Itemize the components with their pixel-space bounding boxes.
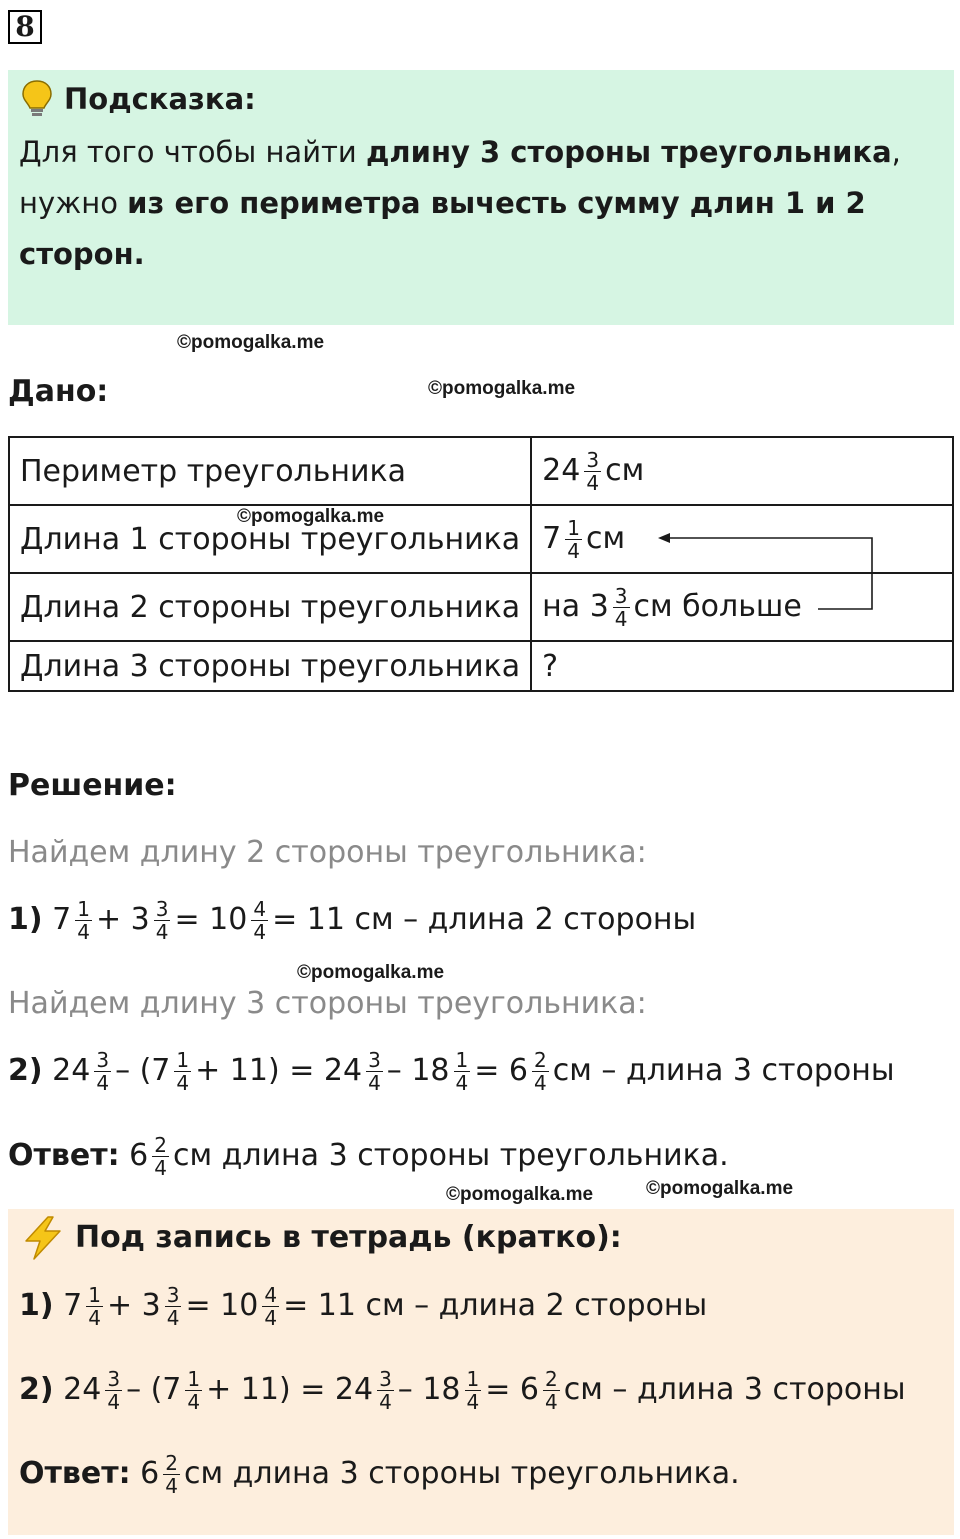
relation-arrow xyxy=(650,528,880,614)
watermark: ©pomogalka.me xyxy=(446,1184,594,1205)
short-step2-equation: 2) 24 $\frac{3}{4}$ – (7 $\frac{1}{4}$ + 11) = 24 $\frac{3}{4}$ – 18 $\frac{1}{4}$ = 6 $\frac{2}{4}$ см – длина 3 стороны xyxy=(19,1367,906,1414)
table-cell-label: Длина 1 стороны треугольника xyxy=(9,505,531,573)
step2-caption: Найдем длину 3 стороны треугольника: xyxy=(8,986,647,1021)
step1-equation: 1) 7 $\frac{1}{4}$ + 3 $\frac{3}{4}$ = 10 $\frac{4}{4}$ = 11 см – длина 2 стороны xyxy=(8,897,697,944)
hint-title: Подсказка: xyxy=(64,82,256,116)
short-answer-line: Ответ: 6 $\frac{2}{4}$ см длина 3 стороны треугольника. xyxy=(19,1451,740,1498)
short-title: Под запись в тетрадь (кратко): xyxy=(75,1220,622,1255)
table-row xyxy=(9,641,953,691)
hint-text: Для того чтобы найти длину 3 стороны треугольника, нужно из его периметра вычесть сумму длин 1 и 2 сторон. xyxy=(19,135,901,271)
lightning-icon xyxy=(20,1215,66,1261)
watermark: ©pomogalka.me xyxy=(237,506,385,527)
lightbulb-icon xyxy=(20,78,54,118)
answer-line: Ответ: 6 $\frac{2}{4}$ см длина 3 стороны треугольника. xyxy=(8,1133,729,1180)
solution-title: Решение: xyxy=(8,768,177,803)
table-cell-label: Периметр треугольника xyxy=(9,437,531,505)
watermark: ©pomogalka.me xyxy=(428,378,576,399)
watermark: ©pomogalka.me xyxy=(297,962,445,983)
short-step1-equation: 1) 7 $\frac{1}{4}$ + 3 $\frac{3}{4}$ = 10 $\frac{4}{4}$ = 11 см – длина 2 стороны xyxy=(19,1283,708,1330)
watermark: ©pomogalka.me xyxy=(646,1178,794,1199)
table-cell-value: ? xyxy=(531,641,953,691)
step1-caption: Найдем длину 2 стороны треугольника: xyxy=(8,835,647,870)
watermark: ©pomogalka.me xyxy=(177,332,325,353)
given-title: Дано: xyxy=(8,374,109,409)
table-cell-value: 7 $\frac{1}{4}$ см xyxy=(531,505,953,573)
step2-equation: 2) 24 $\frac{3}{4}$ – (7 $\frac{1}{4}$ + 11) = 24 $\frac{3}{4}$ – 18 $\frac{1}{4}$ = 6 $\frac{2}{4}$ см – длина 3 стороны xyxy=(8,1048,895,1095)
table-cell-value: на 3 $\frac{3}{4}$ см больше xyxy=(531,573,953,641)
table-cell-label: Длина 3 стороны треугольника xyxy=(9,641,531,691)
table-row xyxy=(9,437,953,505)
task-number: 8 xyxy=(8,10,42,44)
table-cell-value: 24 $\frac{3}{4}$ см xyxy=(531,437,953,505)
table-cell-label: Длина 2 стороны треугольника xyxy=(9,573,531,641)
